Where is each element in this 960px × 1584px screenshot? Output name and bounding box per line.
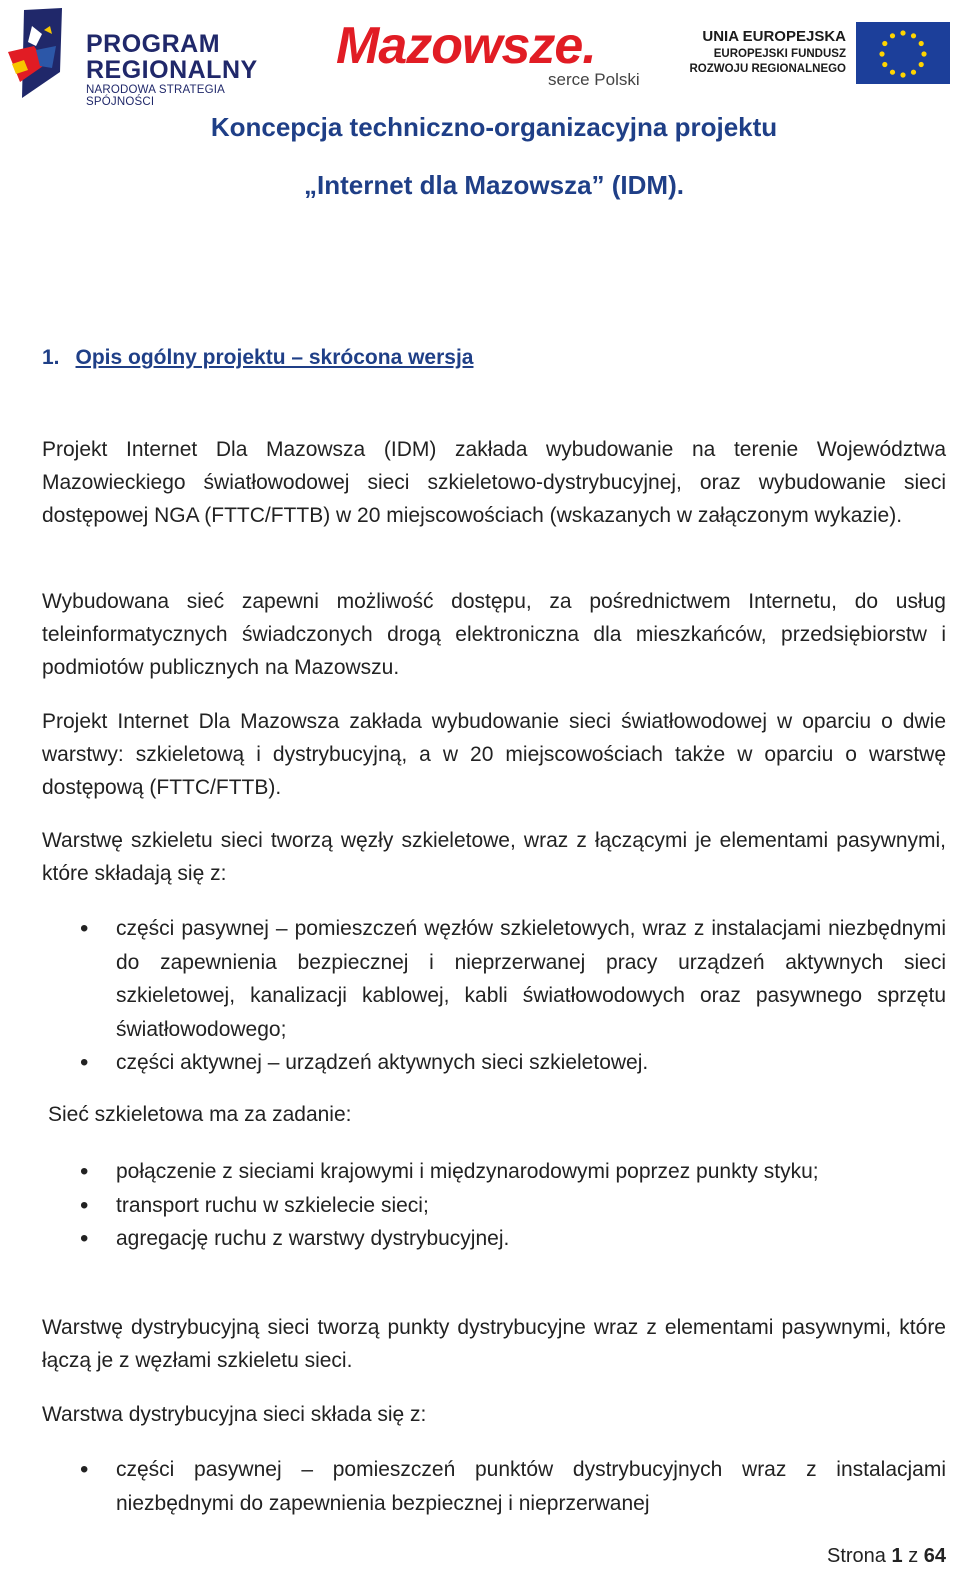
paragraph-1: Projekt Internet Dla Mazowsza (IDM) zakłada wybudowanie na terenie Województwa Mazowieckiego światłowodowej sieci szkieletowo-dystrybucyjnej, oraz wybudowanie sieci dostępowej NGA (FTTC/FTTB) w 20 miejscowościach (wskazanych w załączonym wykazie). — [42, 438, 946, 527]
list-item: • części pasywnej – pomieszczeń węzłów szkieletowych, wraz z instalacjami niezbędnymi do zapewnienia bezpiecznej i nieprzerwanej pracy urządzeń aktywnych sieci szkieletowej, kanalizacji kablowej, kabli światłowodowych oraz pasywnego sprzętu światłowodowego; — [42, 912, 946, 1046]
page-header — [0, 0, 960, 108]
paragraph-6: Warstwę dystrybucyjną sieci tworzą punkty dystrybucyjne wraz z elementami pasywnymi, które łączą je z węzłami szkieletu sieci. — [42, 1316, 946, 1372]
section-number: 1. — [42, 346, 60, 369]
page-number-total: 64 — [923, 1545, 946, 1567]
section-title: Opis ogólny projektu – skrócona wersja — [75, 346, 474, 369]
passive-active-list — [42, 912, 946, 1080]
list-item: • transport ruchu w szkielecie sieci; — [42, 1189, 946, 1223]
distribution-parts-list — [42, 1453, 946, 1520]
program-regionalny-emblem-icon — [6, 6, 78, 102]
program-logo-line2: REGIONALNY — [86, 56, 258, 84]
eu-logo-line1: UNIA EUROPEJSKA — [702, 28, 846, 45]
page-number — [827, 1545, 946, 1568]
eu-logo-line2: EUROPEJSKI FUNDUSZ — [713, 48, 846, 60]
paragraph-7: Warstwa dystrybucyjna sieci składa się z: — [42, 1403, 427, 1426]
program-logo-line3: NARODOWA STRATEGIA SPÓJNOŚCI — [86, 84, 225, 108]
mazowsze-logo-word: Mazowsze. — [336, 17, 596, 75]
eu-logo-line3: ROZWOJU REGIONALNEGO — [689, 63, 846, 75]
page-number-sep: z — [908, 1545, 919, 1567]
program-regionalny-logo — [6, 6, 296, 108]
eu-logo — [686, 22, 956, 92]
section-heading — [42, 346, 473, 370]
list-item: • części aktywnej – urządzeń aktywnych sieci szkieletowej. — [42, 1046, 946, 1080]
list-item: • agregację ruchu z warstwy dystrybucyjnej. — [42, 1222, 946, 1256]
document-title-line1: Koncepcja techniczno-organizacyjna projektu — [210, 112, 778, 142]
paragraph-4: Warstwę szkieletu sieci tworzą węzły szkieletowe, wraz z łączącymi je elementami pasywnymi, które składają się z: — [42, 829, 946, 885]
page-number-current: 1 — [891, 1545, 903, 1567]
paragraph-5: Sieć szkieletowa ma za zadanie: — [48, 1103, 352, 1126]
paragraph-3: Projekt Internet Dla Mazowsza zakłada wybudowanie sieci światłowodowej w oparciu o dwie warstwy: szkieletową i dystrybucyjną, a w 20 miejscowościach także w oparciu o warstwę dostępową (FTTC/FTTB). — [42, 710, 946, 799]
list-item: • części pasywnej – pomieszczeń punktów dystrybucyjnych wraz z instalacjami niezbędnymi do zapewnienia bezpiecznej i nieprzerwanej — [42, 1453, 946, 1520]
page-number-prefix: Strona — [827, 1545, 886, 1567]
eu-flag-icon — [856, 22, 950, 84]
program-logo-line1: PROGRAM — [86, 30, 221, 58]
backbone-tasks-list — [42, 1155, 946, 1256]
list-item: • połączenie z sieciami krajowymi i międzynarodowymi poprzez punkty styku; — [42, 1155, 946, 1189]
mazowsze-logo-tagline: serce Polski — [548, 70, 640, 89]
mazowsze-logo — [336, 16, 646, 96]
paragraph-2: Wybudowana sieć zapewni możliwość dostępu, za pośrednictwem Internetu, do usług teleinformatycznych świadczonych drogą elektroniczna dla mieszkańców, przedsiębiorstw i podmiotów publicznych na Mazowszu. — [42, 590, 946, 679]
document-title-line2: „Internet dla Mazowsza” (IDM). — [304, 170, 684, 200]
